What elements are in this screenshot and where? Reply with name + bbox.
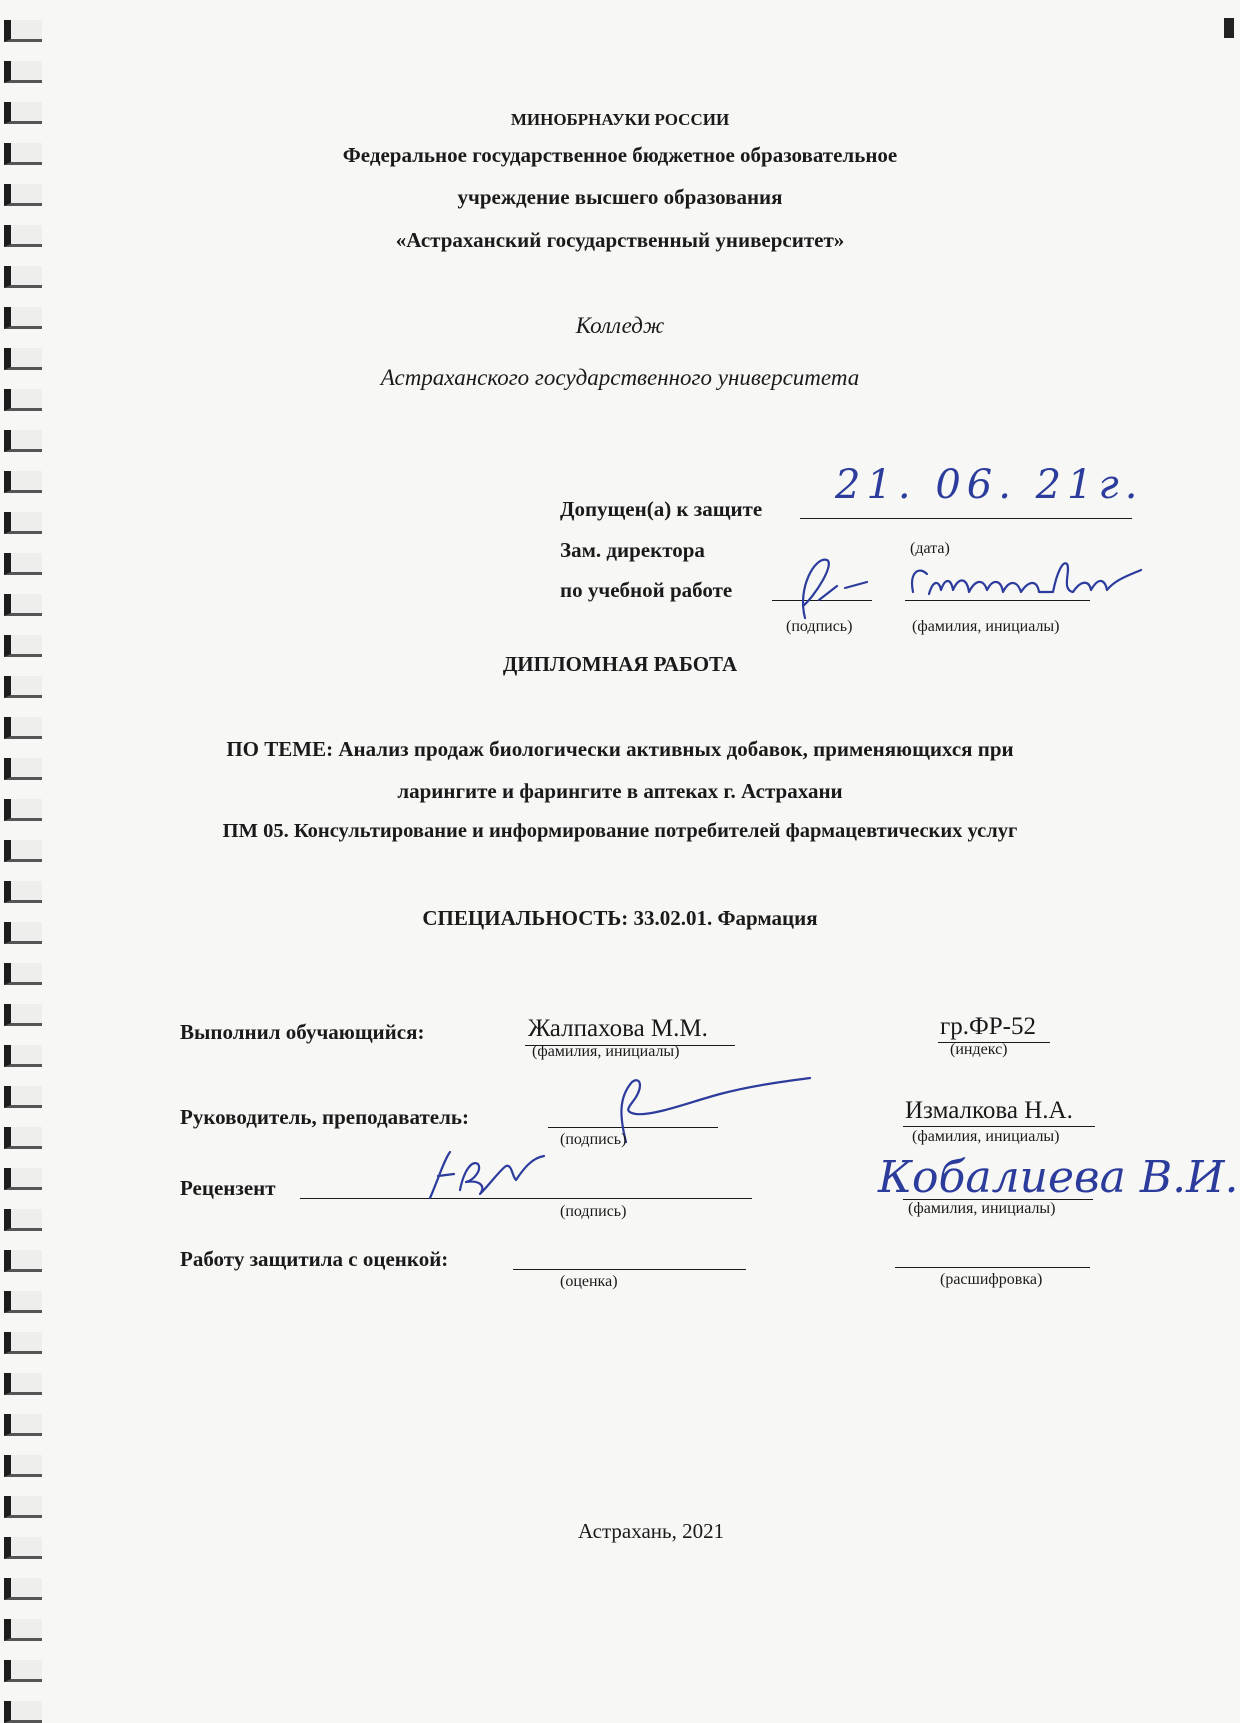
grade-line bbox=[513, 1269, 746, 1270]
topic-line-1: ПО ТЕМЕ: Анализ продаж биологически активных добавок, применяющихся при bbox=[226, 737, 1014, 761]
organization-line-2: учреждение высшего образования bbox=[457, 185, 783, 209]
grade-caption: (оценка) bbox=[560, 1273, 618, 1290]
ministry-heading: МИНОБРНАУКИ РОССИИ bbox=[510, 110, 730, 129]
student-name: Жалпахова М.М. bbox=[528, 1015, 708, 1042]
binding-tooth bbox=[4, 1496, 42, 1518]
binding-tooth bbox=[4, 389, 42, 411]
decode-caption: (расшифровка) bbox=[940, 1271, 1043, 1288]
supervisor-label: Руководитель, преподаватель: bbox=[180, 1105, 469, 1129]
reviewer-label: Рецензент bbox=[180, 1176, 276, 1200]
university-name: «Астраханский государственный университет» bbox=[395, 228, 845, 252]
binding-tooth bbox=[4, 1660, 42, 1682]
supervisor-name: Измалкова Н.А. bbox=[905, 1097, 1073, 1124]
binding-tooth bbox=[4, 1455, 42, 1477]
binding-tooth bbox=[4, 1086, 42, 1108]
grade-label: Работу защитила с оценкой: bbox=[180, 1247, 449, 1271]
binding-tooth bbox=[4, 1209, 42, 1231]
binding-tooth bbox=[4, 1578, 42, 1600]
binding-tooth bbox=[4, 1127, 42, 1149]
deputy-signature bbox=[775, 548, 875, 628]
binding-tooth bbox=[4, 1537, 42, 1559]
binding-tooth bbox=[4, 1250, 42, 1272]
binding-tooth bbox=[4, 1414, 42, 1436]
binding-tooth bbox=[4, 430, 42, 452]
reviewer-name-caption: (фамилия, инициалы) bbox=[908, 1200, 1056, 1217]
binding-tooth bbox=[4, 840, 42, 862]
binding-tooth bbox=[4, 1332, 42, 1354]
city-year: Астрахань, 2021 bbox=[578, 1519, 725, 1543]
college-line-1: Колледж bbox=[575, 313, 665, 338]
binding-tooth bbox=[4, 676, 42, 698]
binding-tooth bbox=[4, 1291, 42, 1313]
student-name-caption: (фамилия, инициалы) bbox=[532, 1043, 680, 1060]
spiral-binding bbox=[0, 0, 48, 1720]
handwritten-date: 21. 06. 21г. bbox=[835, 462, 1144, 508]
name-caption: (фамилия, инициалы) bbox=[912, 618, 1060, 635]
supervisor-signature-caption: (подпись) bbox=[560, 1131, 627, 1148]
binding-tooth bbox=[4, 512, 42, 534]
supervisor-name-line bbox=[903, 1126, 1095, 1127]
supervisor-name-caption: (фамилия, инициалы) bbox=[912, 1128, 1060, 1145]
organization-line-1: Федеральное государственное бюджетное образовательное bbox=[342, 143, 898, 167]
reviewer-name-handwritten: Кобалиева В.И. bbox=[878, 1152, 1239, 1203]
binding-tooth bbox=[4, 594, 42, 616]
group-caption: (индекс) bbox=[950, 1041, 1008, 1058]
binding-tooth bbox=[4, 1373, 42, 1395]
student-label: Выполнил обучающийся: bbox=[180, 1020, 425, 1044]
binding-tooth bbox=[4, 1004, 42, 1026]
grade-decode-line bbox=[895, 1267, 1090, 1268]
binding-tooth bbox=[4, 1045, 42, 1067]
college-line-2: Астраханского государственного университета bbox=[380, 365, 860, 390]
date-caption: (дата) bbox=[910, 540, 950, 557]
signature-caption: (подпись) bbox=[786, 618, 853, 635]
admitted-label: Допущен(а) к защите bbox=[560, 497, 763, 521]
binding-tooth bbox=[4, 881, 42, 903]
binding-tooth bbox=[4, 20, 42, 42]
binding-tooth bbox=[4, 1168, 42, 1190]
binding-tooth bbox=[4, 717, 42, 739]
binding-tooth bbox=[4, 471, 42, 493]
binding-tooth bbox=[4, 1619, 42, 1641]
binding-tooth bbox=[4, 266, 42, 288]
corner-mark bbox=[1224, 18, 1234, 38]
group-index: гр.ФР-52 bbox=[940, 1013, 1036, 1040]
binding-tooth bbox=[4, 963, 42, 985]
work-type-heading: ДИПЛОМНАЯ РАБОТА bbox=[502, 652, 738, 676]
deputy-name-handwritten bbox=[905, 550, 1155, 610]
deputy-director-label: Зам. директора bbox=[560, 538, 705, 562]
admitted-date-line bbox=[800, 518, 1132, 519]
reviewer-signature bbox=[420, 1140, 560, 1210]
binding-tooth bbox=[4, 553, 42, 575]
specialty-line: СПЕЦИАЛЬНОСТЬ: 33.02.01. Фармация bbox=[422, 906, 818, 930]
module-line: ПМ 05. Консультирование и информирование потребителей фармацевтических услуг bbox=[222, 820, 1018, 842]
reviewer-signature-caption: (подпись) bbox=[560, 1203, 627, 1220]
academic-work-label: по учебной работе bbox=[560, 578, 733, 602]
binding-tooth bbox=[4, 61, 42, 83]
topic-line-2: ларингите и фарингите в аптеках г. Астрахани bbox=[397, 779, 843, 803]
